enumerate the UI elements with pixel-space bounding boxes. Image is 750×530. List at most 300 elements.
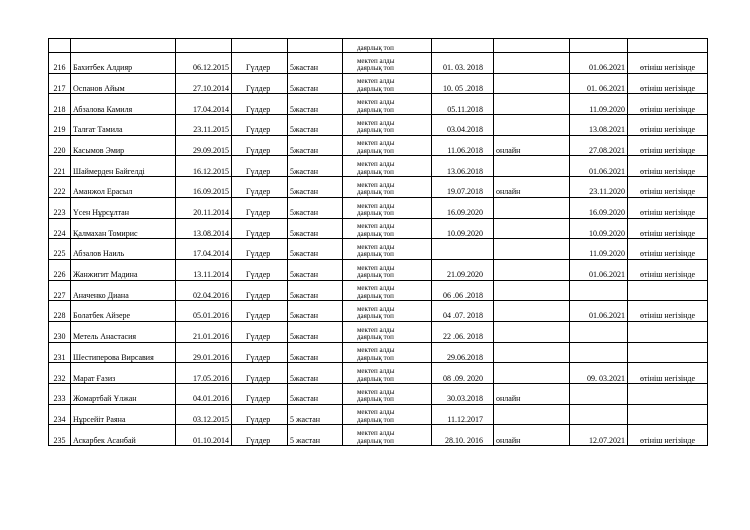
group-name: Гүлдер bbox=[246, 63, 271, 73]
age-group: 5жастан bbox=[290, 145, 319, 155]
birth-date: 29.09.2015 bbox=[193, 145, 229, 155]
group-type-line1: мектеп алды bbox=[357, 222, 395, 231]
cell-leave bbox=[570, 425, 628, 446]
cell-name bbox=[71, 197, 176, 218]
child-name: Қалмахан Томирис bbox=[73, 228, 138, 238]
cell-online bbox=[494, 425, 570, 446]
enroll-date: 22 .06. 2018 bbox=[443, 332, 483, 342]
cell-type bbox=[343, 177, 432, 198]
cell-basis bbox=[628, 135, 708, 156]
cell-type bbox=[343, 363, 432, 384]
cell-group bbox=[232, 94, 288, 115]
age-group: 5жастан bbox=[290, 290, 319, 300]
cell-num bbox=[49, 73, 71, 94]
children-register-table bbox=[48, 38, 708, 446]
birth-date: 05.01.2016 bbox=[193, 311, 229, 321]
group-type-line1: мектеп алды bbox=[357, 118, 395, 127]
table-row bbox=[49, 321, 708, 342]
birth-date: 17.04.2014 bbox=[193, 249, 229, 259]
child-name: Шаймерден Байгелді bbox=[73, 166, 145, 176]
cell-online bbox=[494, 384, 570, 405]
birth-date: 21.01.2016 bbox=[193, 332, 229, 342]
cell-enroll bbox=[432, 73, 494, 94]
cell-basis bbox=[628, 404, 708, 425]
group-type-line1: мектеп алды bbox=[357, 201, 395, 210]
group-type-line2: даярлық топ bbox=[357, 105, 394, 114]
table-row bbox=[49, 39, 708, 53]
cell-name bbox=[71, 53, 176, 74]
group-name: Гүлдер bbox=[246, 394, 271, 404]
group-type-line2: даярлық топ bbox=[357, 188, 394, 197]
group-type-line1: мектеп алды bbox=[357, 346, 395, 355]
cell-type bbox=[343, 156, 432, 177]
enroll-date: 10. 05 .2018 bbox=[443, 83, 483, 93]
cell-num bbox=[49, 53, 71, 74]
cell-age bbox=[288, 197, 343, 218]
cell-basis bbox=[628, 156, 708, 177]
child-name: Жанжигит Мадина bbox=[73, 270, 138, 280]
leave-date: 11.09.2020 bbox=[589, 104, 625, 114]
cell-basis bbox=[628, 280, 708, 301]
group-type-line1: мектеп алды bbox=[357, 160, 395, 169]
cell-leave bbox=[570, 94, 628, 115]
group-type-line2: даярлық топ bbox=[357, 436, 394, 445]
group-type-line1: мектеп алды bbox=[357, 325, 395, 334]
online-flag: онлайн bbox=[496, 145, 521, 155]
cell-name bbox=[71, 218, 176, 239]
cell-enroll bbox=[432, 94, 494, 115]
group-type-line2: даярлық топ bbox=[357, 353, 394, 362]
age-group: 5жастан bbox=[290, 83, 319, 93]
child-name: Абзалов Наиль bbox=[73, 249, 125, 259]
cell-group bbox=[232, 177, 288, 198]
cell-num bbox=[49, 342, 71, 363]
row-number: 230 bbox=[53, 332, 66, 342]
age-group: 5жастан bbox=[290, 208, 319, 217]
cell-age bbox=[288, 239, 343, 260]
cell-enroll bbox=[432, 135, 494, 156]
leave-date: 27.08.2021 bbox=[589, 145, 625, 155]
cell-num bbox=[49, 177, 71, 198]
child-name: Бахитбек Алдияр bbox=[73, 63, 133, 73]
cell-leave bbox=[570, 280, 628, 301]
row-number: 232 bbox=[53, 373, 66, 383]
cell-type bbox=[343, 135, 432, 156]
cell-age bbox=[288, 218, 343, 239]
group-name: Гүлдер bbox=[246, 270, 271, 280]
cell-num bbox=[49, 218, 71, 239]
cell-leave bbox=[570, 218, 628, 239]
cell-name bbox=[71, 94, 176, 115]
birth-date: 03.12.2015 bbox=[193, 414, 229, 424]
leave-date: 16.09.2020 bbox=[589, 208, 625, 217]
leave-basis: өтініш негізінде bbox=[639, 435, 695, 445]
cell-group bbox=[232, 197, 288, 218]
age-group: 5жастан bbox=[290, 373, 319, 383]
cell-age bbox=[288, 259, 343, 280]
group-type-line2: даярлық топ bbox=[357, 250, 394, 259]
row-number: 226 bbox=[53, 270, 66, 280]
cell-leave bbox=[570, 259, 628, 280]
row-number: 219 bbox=[53, 125, 66, 135]
age-group: 5жастан bbox=[290, 125, 319, 135]
cell-age bbox=[288, 280, 343, 301]
online-flag: онлайн bbox=[496, 435, 521, 445]
cell-group bbox=[232, 404, 288, 425]
group-type-line2: даярлық топ bbox=[357, 167, 394, 176]
enroll-date: 11.06.2018 bbox=[447, 145, 483, 155]
child-name: Касымов Эмир bbox=[73, 145, 125, 155]
row-number: 225 bbox=[53, 249, 66, 259]
leave-basis: өтініш негізінде bbox=[639, 270, 695, 280]
cell-dob bbox=[176, 218, 232, 239]
cell-group bbox=[232, 115, 288, 136]
leave-basis: өтініш негізінде bbox=[639, 125, 695, 135]
cell-type bbox=[343, 94, 432, 115]
cell-group bbox=[232, 301, 288, 322]
cell-name bbox=[71, 363, 176, 384]
group-type-line2: даярлық топ bbox=[357, 229, 394, 238]
cell-num bbox=[49, 259, 71, 280]
cell-basis bbox=[628, 218, 708, 239]
birth-date: 17.04.2014 bbox=[193, 104, 229, 114]
cell-name bbox=[71, 115, 176, 136]
table-row bbox=[49, 197, 708, 218]
group-name: Гүлдер bbox=[246, 166, 271, 176]
enroll-date: 03.04.2018 bbox=[447, 125, 483, 135]
cell-basis bbox=[628, 321, 708, 342]
group-name: Гүлдер bbox=[246, 83, 271, 93]
table-row bbox=[49, 218, 708, 239]
cell-leave bbox=[570, 39, 628, 53]
leave-basis: өтініш негізінде bbox=[639, 83, 695, 93]
enroll-date: 13.06.2018 bbox=[447, 166, 483, 176]
child-name: Метель Анастасия bbox=[73, 332, 137, 342]
cell-name bbox=[71, 177, 176, 198]
group-type-line2: даярлық топ bbox=[357, 395, 394, 404]
cell-dob bbox=[176, 197, 232, 218]
birth-date: 20.11.2014 bbox=[193, 208, 229, 217]
birth-date: 27.10.2014 bbox=[193, 83, 229, 93]
enroll-date: 29.06.2018 bbox=[447, 352, 483, 362]
group-name: Гүлдер bbox=[246, 311, 271, 321]
age-group: 5жастан bbox=[290, 249, 319, 259]
cell-online bbox=[494, 301, 570, 322]
cell-age bbox=[288, 73, 343, 94]
cell-dob bbox=[176, 425, 232, 446]
cell-num bbox=[49, 301, 71, 322]
leave-date: 09. 03.2021 bbox=[587, 373, 625, 383]
cell-group bbox=[232, 53, 288, 74]
cell-online bbox=[494, 404, 570, 425]
enroll-date: 01. 03. 2018 bbox=[443, 63, 483, 73]
cell-online bbox=[494, 156, 570, 177]
cell-age bbox=[288, 301, 343, 322]
row-number: 234 bbox=[53, 414, 66, 424]
cell-group bbox=[232, 156, 288, 177]
cell-enroll bbox=[432, 218, 494, 239]
cell-leave bbox=[570, 363, 628, 384]
cell-leave bbox=[570, 53, 628, 74]
group-name: Гүлдер bbox=[246, 187, 271, 197]
group-name: Гүлдер bbox=[246, 228, 271, 238]
cell-dob bbox=[176, 363, 232, 384]
cell-age bbox=[288, 39, 343, 53]
cell-enroll bbox=[432, 239, 494, 260]
leave-date: 13.08.2021 bbox=[589, 125, 625, 135]
leave-basis: өтініш негізінде bbox=[639, 166, 695, 176]
age-group: 5жастан bbox=[290, 166, 319, 176]
table-row bbox=[49, 259, 708, 280]
cell-leave bbox=[570, 321, 628, 342]
age-group: 5жастан bbox=[290, 63, 319, 73]
row-number: 223 bbox=[53, 208, 66, 217]
cell-leave bbox=[570, 197, 628, 218]
leave-basis: өтініш негізінде bbox=[639, 228, 695, 238]
cell-leave bbox=[570, 156, 628, 177]
cell-dob bbox=[176, 301, 232, 322]
group-name: Гүлдер bbox=[246, 145, 271, 155]
group-name: Гүлдер bbox=[246, 373, 271, 383]
group-type-line2: даярлық топ bbox=[357, 374, 394, 383]
age-group: 5 жастан bbox=[290, 435, 321, 445]
row-number: 231 bbox=[53, 352, 66, 362]
leave-basis: өтініш негізінде bbox=[639, 187, 695, 197]
cell-type bbox=[343, 301, 432, 322]
cell-enroll bbox=[432, 342, 494, 363]
cell-dob bbox=[176, 94, 232, 115]
group-name: Гүлдер bbox=[246, 249, 271, 259]
enroll-date: 16.09.2020 bbox=[447, 208, 483, 217]
group-type-line1: мектеп алды bbox=[357, 367, 395, 375]
cell-enroll bbox=[432, 321, 494, 342]
cell-online bbox=[494, 94, 570, 115]
cell-online bbox=[494, 239, 570, 260]
child-name: Марат Ғазиз bbox=[73, 373, 116, 383]
cell-group bbox=[232, 384, 288, 405]
cell-type bbox=[343, 197, 432, 218]
online-flag: онлайн bbox=[496, 394, 521, 404]
type-text: даярлық топ bbox=[357, 43, 394, 52]
cell-age bbox=[288, 321, 343, 342]
cell-enroll bbox=[432, 39, 494, 53]
cell-dob bbox=[176, 321, 232, 342]
group-name: Гүлдер bbox=[246, 290, 271, 300]
enroll-date: 19.07.2018 bbox=[447, 187, 483, 197]
age-group: 5жастан bbox=[290, 187, 319, 197]
leave-basis: өтініш негізінде bbox=[639, 104, 695, 114]
group-type-line2: даярлық топ bbox=[357, 64, 394, 73]
group-type-line2: даярлық топ bbox=[357, 126, 394, 135]
row-number: 220 bbox=[53, 145, 66, 155]
cell-num bbox=[49, 39, 71, 53]
row-number: 221 bbox=[53, 166, 66, 176]
birth-date: 16.12.2015 bbox=[193, 166, 229, 176]
cell-name bbox=[71, 259, 176, 280]
cell-age bbox=[288, 384, 343, 405]
table-row bbox=[49, 53, 708, 74]
cell-type bbox=[343, 321, 432, 342]
cell-group bbox=[232, 259, 288, 280]
group-type-line2: даярлық топ bbox=[357, 312, 394, 321]
age-group: 5жастан bbox=[290, 311, 319, 321]
table-row bbox=[49, 156, 708, 177]
cell-basis bbox=[628, 115, 708, 136]
cell-leave bbox=[570, 177, 628, 198]
cell-name bbox=[71, 135, 176, 156]
cell-online bbox=[494, 321, 570, 342]
cell-enroll bbox=[432, 363, 494, 384]
child-name: Оспанов Айым bbox=[73, 83, 125, 93]
enroll-date: 30.03.2018 bbox=[447, 394, 483, 404]
cell-name bbox=[71, 301, 176, 322]
cell-type bbox=[343, 425, 432, 446]
cell-dob bbox=[176, 53, 232, 74]
cell-online bbox=[494, 259, 570, 280]
leave-basis: өтініш негізінде bbox=[639, 145, 695, 155]
cell-type bbox=[343, 115, 432, 136]
group-type-line2: даярлық топ bbox=[357, 209, 394, 217]
group-type-line2: даярлық топ bbox=[357, 84, 394, 93]
birth-date: 13.08.2014 bbox=[193, 228, 229, 238]
cell-num bbox=[49, 94, 71, 115]
age-group: 5жастан bbox=[290, 332, 319, 342]
birth-date: 02.04.2016 bbox=[193, 290, 229, 300]
birth-date: 06.12.2015 bbox=[193, 63, 229, 73]
row-number: 235 bbox=[53, 435, 66, 445]
leave-basis: өтініш негізінде bbox=[639, 373, 695, 383]
row-number: 222 bbox=[53, 187, 66, 197]
cell-num bbox=[49, 197, 71, 218]
cell-num bbox=[49, 384, 71, 405]
cell-name bbox=[71, 73, 176, 94]
group-type-line1: мектеп алды bbox=[357, 304, 395, 313]
cell-dob bbox=[176, 177, 232, 198]
cell-num bbox=[49, 425, 71, 446]
cell-dob bbox=[176, 39, 232, 53]
cell-group bbox=[232, 280, 288, 301]
cell-basis bbox=[628, 301, 708, 322]
enroll-date: 10.09.2020 bbox=[447, 228, 483, 238]
group-type-line1: мектеп алды bbox=[357, 242, 395, 251]
cell-group bbox=[232, 218, 288, 239]
cell-type bbox=[343, 239, 432, 260]
cell-leave bbox=[570, 342, 628, 363]
leave-date: 01.06.2021 bbox=[589, 311, 625, 321]
cell-dob bbox=[176, 239, 232, 260]
table-row bbox=[49, 115, 708, 136]
child-name: Жомартбай Ұлжан bbox=[73, 394, 137, 404]
enroll-date: 04 .07. 2018 bbox=[443, 311, 483, 321]
group-name: Гүлдер bbox=[246, 435, 271, 445]
cell-basis bbox=[628, 39, 708, 53]
cell-leave bbox=[570, 384, 628, 405]
cell-name bbox=[71, 342, 176, 363]
leave-date: 01.06.2021 bbox=[589, 270, 625, 280]
table-row bbox=[49, 425, 708, 446]
cell-online bbox=[494, 135, 570, 156]
cell-basis bbox=[628, 53, 708, 74]
cell-dob bbox=[176, 73, 232, 94]
cell-num bbox=[49, 115, 71, 136]
cell-age bbox=[288, 177, 343, 198]
enroll-date: 21.09.2020 bbox=[447, 270, 483, 280]
cell-enroll bbox=[432, 177, 494, 198]
group-type-line1: мектеп алды bbox=[357, 56, 395, 65]
cell-dob bbox=[176, 404, 232, 425]
table-row bbox=[49, 404, 708, 425]
leave-date: 01.06.2021 bbox=[589, 63, 625, 73]
table-row bbox=[49, 94, 708, 115]
birth-date: 13.11.2014 bbox=[193, 270, 229, 280]
leave-basis: өтініш негізінде bbox=[639, 311, 695, 321]
child-name: Аманжол Ерасыл bbox=[73, 187, 133, 197]
child-name: Үсен Нұрсұлтан bbox=[73, 208, 130, 217]
cell-type bbox=[343, 53, 432, 74]
cell-online bbox=[494, 53, 570, 74]
table-row bbox=[49, 342, 708, 363]
cell-dob bbox=[176, 342, 232, 363]
cell-leave bbox=[570, 404, 628, 425]
group-name: Гүлдер bbox=[246, 104, 271, 114]
cell-leave bbox=[570, 239, 628, 260]
cell-type bbox=[343, 73, 432, 94]
leave-basis: өтініш негізінде bbox=[639, 63, 695, 73]
cell-age bbox=[288, 94, 343, 115]
cell-enroll bbox=[432, 280, 494, 301]
cell-num bbox=[49, 239, 71, 260]
cell-enroll bbox=[432, 156, 494, 177]
cell-basis bbox=[628, 425, 708, 446]
group-type-line2: даярлық топ bbox=[357, 291, 394, 300]
cell-group bbox=[232, 363, 288, 384]
cell-basis bbox=[628, 94, 708, 115]
cell-type bbox=[343, 384, 432, 405]
cell-name bbox=[71, 425, 176, 446]
birth-date: 29.01.2016 bbox=[193, 352, 229, 362]
cell-age bbox=[288, 135, 343, 156]
leave-date: 11.09.2020 bbox=[589, 249, 625, 259]
cell-type bbox=[343, 404, 432, 425]
cell-age bbox=[288, 404, 343, 425]
cell-num bbox=[49, 363, 71, 384]
group-type-line1: мектеп алды bbox=[357, 429, 395, 438]
age-group: 5жастан bbox=[290, 394, 319, 404]
cell-name bbox=[71, 384, 176, 405]
age-group: 5жастан bbox=[290, 228, 319, 238]
cell-online bbox=[494, 342, 570, 363]
cell-basis bbox=[628, 197, 708, 218]
table-row bbox=[49, 239, 708, 260]
row-number: 227 bbox=[53, 290, 66, 300]
group-type-line1: мектеп алды bbox=[357, 98, 395, 107]
cell-leave bbox=[570, 135, 628, 156]
table-row bbox=[49, 363, 708, 384]
birth-date: 01.10.2014 bbox=[193, 435, 229, 445]
cell-basis bbox=[628, 239, 708, 260]
cell-num bbox=[49, 321, 71, 342]
cell-name bbox=[71, 39, 176, 53]
cell-basis bbox=[628, 259, 708, 280]
cell-online bbox=[494, 73, 570, 94]
cell-leave bbox=[570, 73, 628, 94]
online-flag: онлайн bbox=[496, 187, 521, 197]
group-name: Гүлдер bbox=[246, 352, 271, 362]
enroll-date: 08 .09. 2020 bbox=[443, 373, 483, 383]
enroll-date: 05.11.2018 bbox=[447, 104, 483, 114]
cell-dob bbox=[176, 135, 232, 156]
cell-online bbox=[494, 197, 570, 218]
